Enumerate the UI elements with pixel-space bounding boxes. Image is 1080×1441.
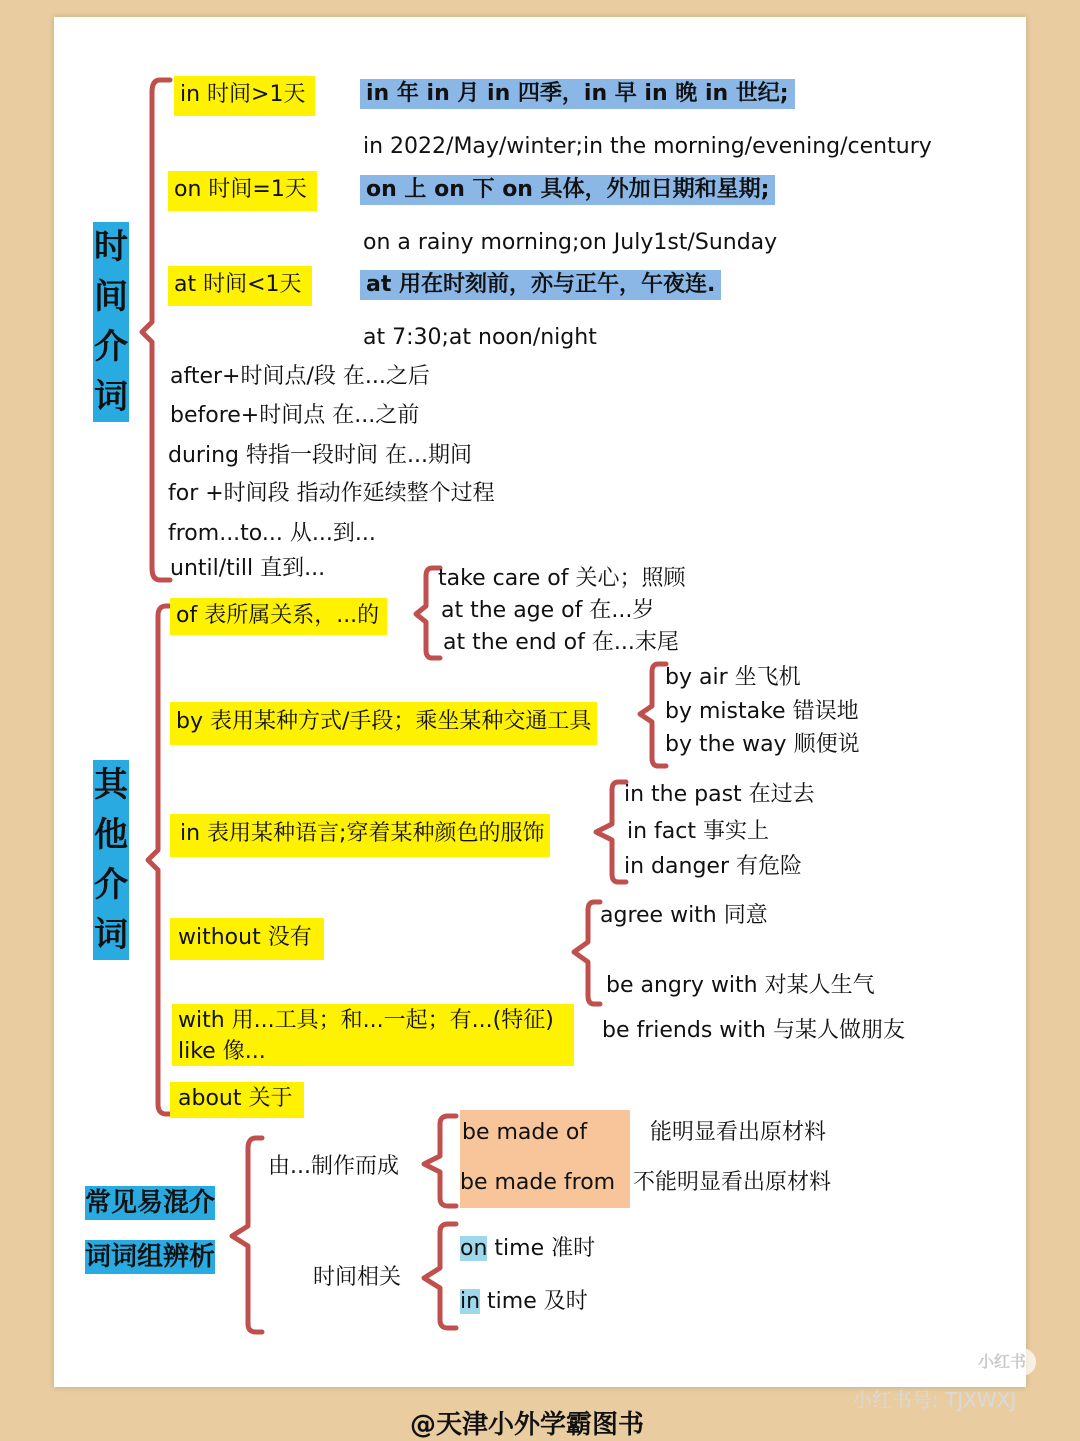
in-item: in danger 有危险 xyxy=(624,854,802,879)
time-for: for +时间段 指动作延续整个过程 xyxy=(168,481,495,506)
in-time-rest: time 及时 xyxy=(480,1289,588,1314)
by-item: by air 坐飞机 xyxy=(665,665,801,690)
time-until: until/till 直到... xyxy=(170,556,326,581)
by-item: by mistake 错误地 xyxy=(665,699,859,724)
section-label-confuse-2: 词词组辨析 xyxy=(85,1242,216,1272)
bracket-time xyxy=(142,80,170,580)
with-item: be angry with 对某人生气 xyxy=(606,973,875,998)
of-item: at the age of 在...岁 xyxy=(441,598,655,623)
time-in-rule: in 年 in 月 in 四季，in 早 in 晚 in 世纪; xyxy=(360,79,795,109)
time-during: during 特指一段时间 在...期间 xyxy=(168,443,472,468)
section-label-time: 时间介词 xyxy=(93,222,129,422)
confuse-made-group: 由...制作而成 xyxy=(268,1154,399,1179)
time-from: from...to... 从...到... xyxy=(168,521,376,546)
time-at-label: at 时间<1天 xyxy=(168,266,312,306)
made-from-desc: 不能明显看出原材料 xyxy=(633,1170,832,1195)
made-of: be made of xyxy=(462,1120,588,1145)
other-without-label: without 没有 xyxy=(170,918,324,960)
in-time-prep: in xyxy=(460,1289,481,1314)
bracket-by xyxy=(640,664,666,766)
on-time xyxy=(460,1234,595,1264)
confuse-time-group: 时间相关 xyxy=(313,1265,402,1290)
other-like-label: like 像... xyxy=(178,1039,266,1064)
time-at-rule: at 用在时刻前，亦与正午，午夜连. xyxy=(360,270,721,300)
other-of-label: of 表所属关系，...的 xyxy=(170,598,387,635)
on-time-rest: time 准时 xyxy=(487,1236,596,1261)
of-item: take care of 关心；照顾 xyxy=(438,566,686,591)
other-in-label: in 表用某种语言;穿着某种颜色的服饰 xyxy=(170,814,550,857)
with-item: agree with 同意 xyxy=(600,903,768,928)
time-in-example: in 2022/May/winter;in the morning/evening/century xyxy=(363,134,932,159)
footer-credit: @天津小外学霸图书 xyxy=(410,1410,645,1440)
time-on-rule: on 上 on 下 on 具体，外加日期和星期; xyxy=(360,175,775,205)
made-from: be made from xyxy=(460,1170,616,1195)
section-label-other: 其他介词 xyxy=(93,760,129,960)
on-time-prep: on xyxy=(460,1236,488,1261)
time-on-label: on 时间=1天 xyxy=(168,171,317,211)
in-item: in fact 事实上 xyxy=(627,819,769,844)
time-before: before+时间点 在...之前 xyxy=(170,403,420,428)
bracket-other xyxy=(148,606,175,1114)
time-in-label: in 时间>1天 xyxy=(174,76,315,116)
in-time xyxy=(460,1287,588,1317)
time-on-example: on a rainy morning;on July1st/Sunday xyxy=(363,230,778,255)
watermark-badge: 小红书 xyxy=(968,1348,1036,1376)
other-about-label: about 关于 xyxy=(170,1082,304,1118)
other-with-label: with 用...工具；和...一起；有...(特征) xyxy=(178,1008,554,1033)
with-item: be friends with 与某人做朋友 xyxy=(602,1018,905,1043)
bracket-confuse xyxy=(232,1138,262,1332)
time-after: after+时间点/段 在...之后 xyxy=(170,364,430,389)
bracket-with xyxy=(574,902,600,1004)
watermark-text: 小红书号: TJXWXJ xyxy=(852,1388,1017,1412)
in-item: in the past 在过去 xyxy=(624,782,815,807)
other-by-label: by 表用某种方式/手段；乘坐某种交通工具 xyxy=(170,702,597,745)
bracket-made xyxy=(424,1116,456,1206)
made-of-desc: 能明显看出原材料 xyxy=(650,1120,827,1145)
of-item: at the end of 在...末尾 xyxy=(443,630,679,655)
bracket-in xyxy=(596,782,626,882)
section-label-confuse-1: 常见易混介 xyxy=(85,1188,216,1218)
bracket-of xyxy=(416,568,440,658)
time-at-example: at 7:30;at noon/night xyxy=(363,325,597,350)
by-item: by the way 顺便说 xyxy=(665,732,860,757)
bracket-timerel xyxy=(424,1224,456,1328)
